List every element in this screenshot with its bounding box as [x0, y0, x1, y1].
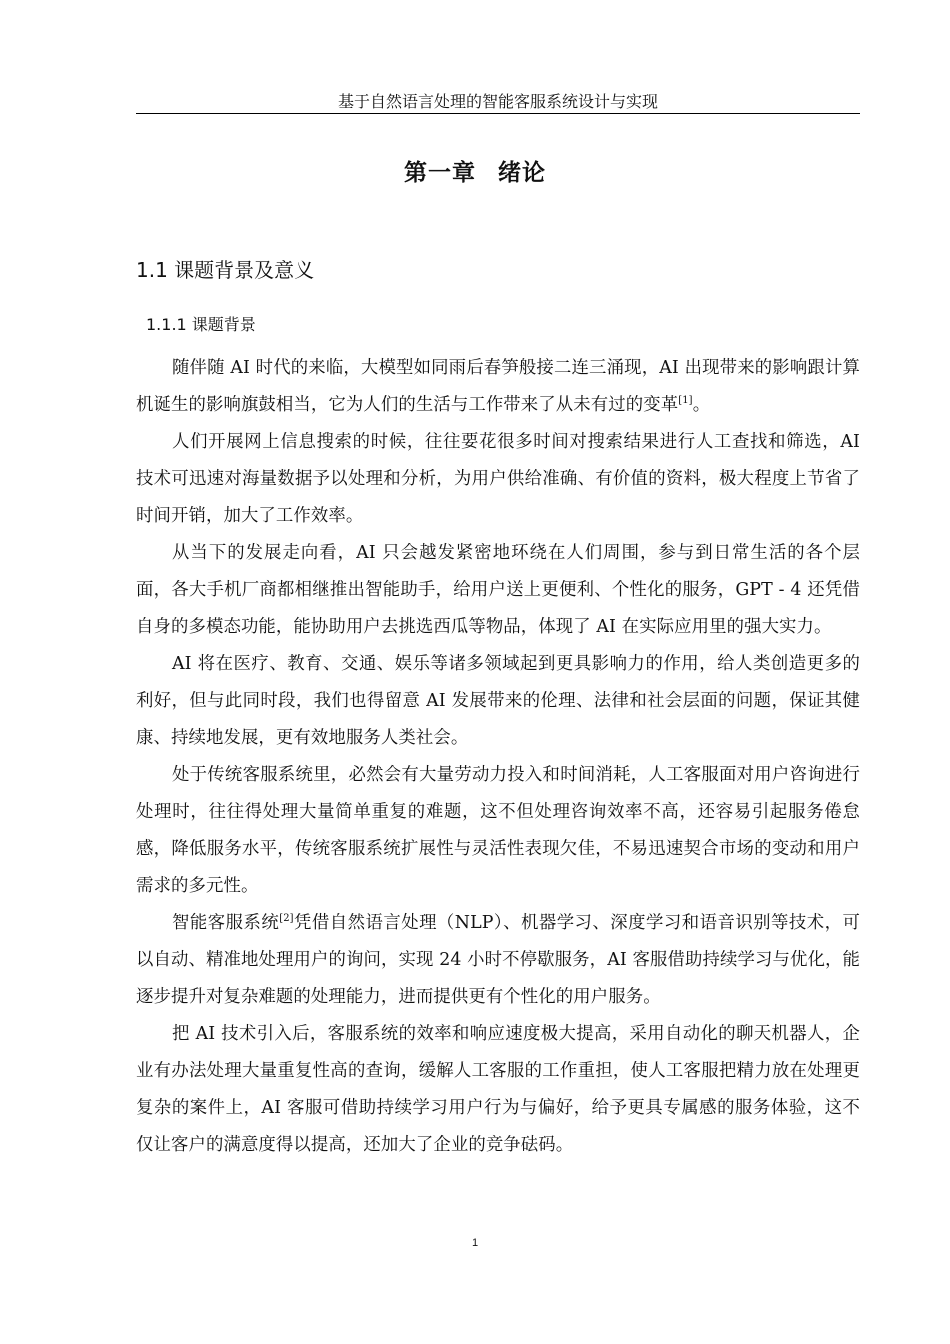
paragraph: 人们开展网上信息搜索的时候，往往要花很多时间对搜索结果进行人工查找和筛选，AI 技术可迅速对海量数据予以处理和分析，为用户供给准确、有价值的资料，极大程度上节省了时间开销，加大了工作效率。: [136, 432, 860, 526]
chapter-number: 第一章: [404, 160, 476, 186]
citation-ref: [1]: [678, 395, 693, 407]
section-heading: 1.1 课题背景及意义: [136, 258, 315, 282]
chapter-title: [0, 158, 950, 188]
paragraph: 把 AI 技术引入后，客服系统的效率和响应速度极大提高，采用自动化的聊天机器人，企业有办法处理大量重复性高的查询，缓解人工客服的工作重担，使人工客服把精力放在处理更复杂的案件上，AI 客服可借助持续学习用户行为与偏好，给予更具专属感的服务体验，这不仅让客户的满意度得以提高，还加大了企业的竞争砝码。: [136, 1024, 860, 1155]
paragraph-text: 。: [692, 395, 711, 415]
chapter-name: 绪论: [498, 160, 546, 186]
body-text: [136, 350, 860, 1164]
paragraph-text: 随伴随 AI 时代的来临，大模型如同雨后春笋般接二连三涌现，AI 出现带来的影响跟计算机诞生的影响旗鼓相当，它为人们的生活与工作带来了从未有过的变革: [136, 358, 860, 415]
paragraph: 从当下的发展走向看，AI 只会越发紧密地环绕在人们周围，参与到日常生活的各个层面，各大手机厂商都相继推出智能助手，给用户送上更便利、个性化的服务，GPT - 4 还凭借自身的多模态功能，能协助用户去挑选西瓜等物品，体现了 AI 在实际应用里的强大实力。: [136, 543, 860, 637]
running-header: 基于自然语言处理的智能客服系统设计与实现: [337, 92, 658, 111]
header-rule: [136, 113, 860, 114]
paragraph: AI 将在医疗、教育、交通、娱乐等诸多领域起到更具影响力的作用，给人类创造更多的利好，但与此同时段，我们也得留意 AI 发展带来的伦理、法律和社会层面的问题，保证其健康、持续地发展，更有效地服务人类社会。: [136, 654, 860, 748]
citation-ref: [2]: [279, 913, 294, 925]
subsection-heading: 1.1.1 课题背景: [146, 315, 256, 334]
paragraph: [136, 905, 860, 1016]
paragraph-text: 智能客服系统: [172, 913, 280, 933]
paragraph-text: 凭借自然语言处理（NLP）、机器学习、深度学习和语音识别等技术，可以自动、精准地处理用户的询问，实现 24 小时不停歇服务，AI 客服借助持续学习与优化，能逐步提升对复杂难题的处理能力，进而提供更有个性化的用户服务。: [136, 913, 860, 1007]
paragraph: 处于传统客服系统里，必然会有大量劳动力投入和时间消耗，人工客服面对用户咨询进行处理时，往往得处理大量简单重复的难题，这不但处理咨询效率不高，还容易引起服务倦怠感，降低服务水平，传统客服系统扩展性与灵活性表现欠佳，不易迅速契合市场的变动和用户需求的多元性。: [136, 765, 860, 896]
page-number: 1: [471, 1237, 479, 1249]
paragraph: [136, 350, 860, 424]
